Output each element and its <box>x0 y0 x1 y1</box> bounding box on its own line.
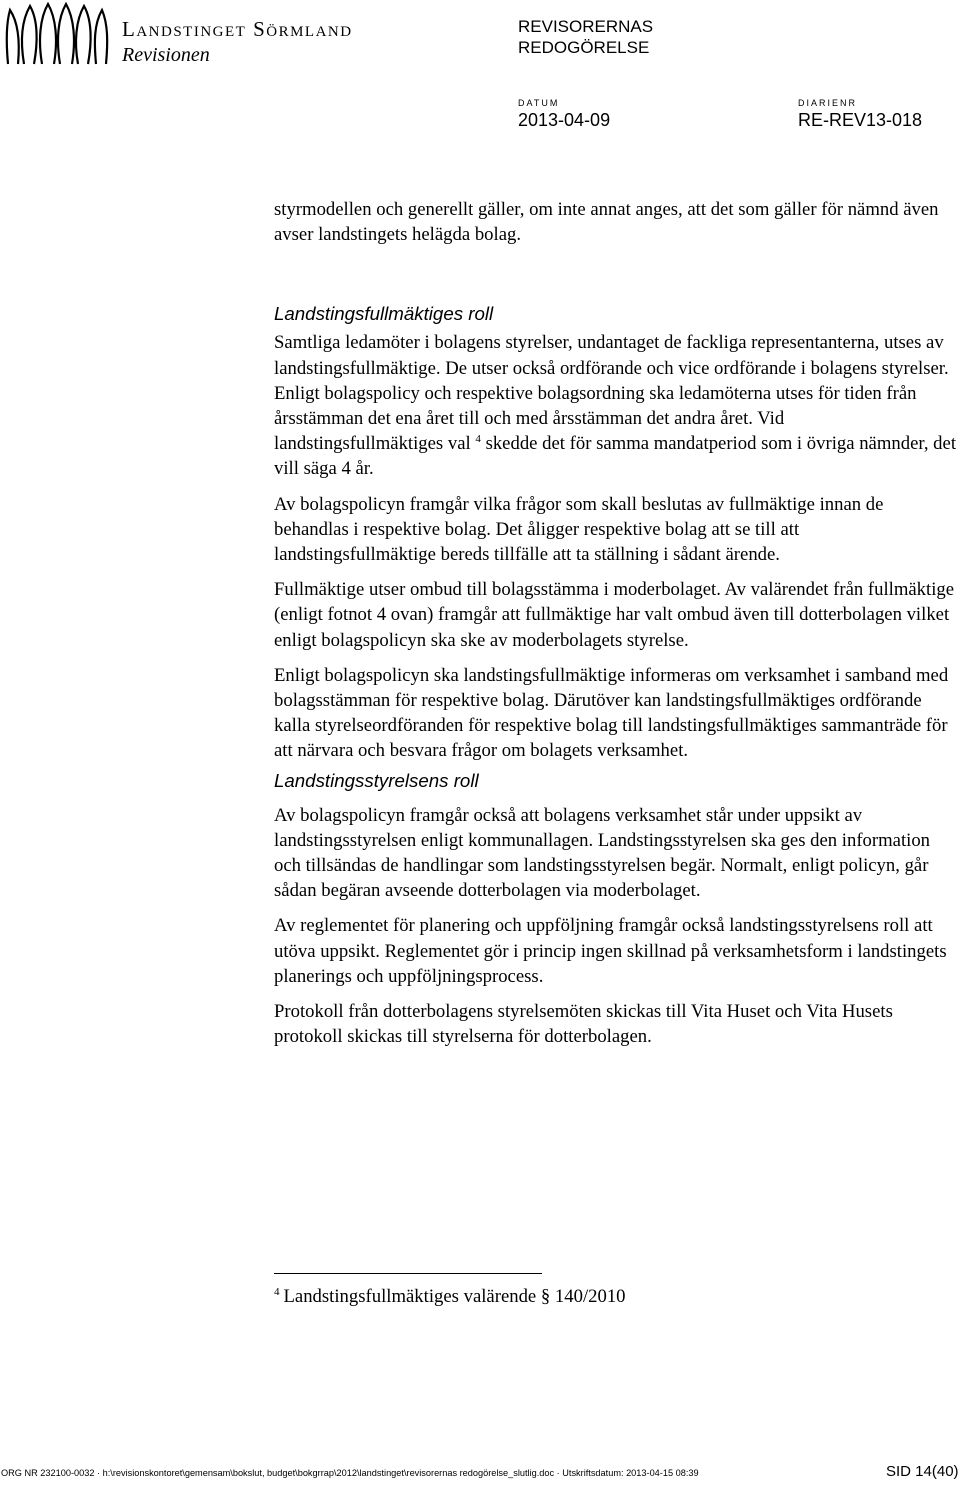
footnote-separator <box>274 1273 542 1274</box>
diarienr-value: RE-REV13-018 <box>798 110 923 130</box>
date-label: DATUM <box>518 98 560 108</box>
document-body <box>274 197 958 1059</box>
paragraph: styrmodellen och generellt gäller, om inte annat anges, att det som gäller för nämnd även avser landstingets helägda bolag. <box>274 199 939 246</box>
landstinget-logo <box>2 2 112 68</box>
paragraph: Enligt bolagspolicyn ska landstingsfullmäktige informeras om verksamhet i samband med bolagsstämman för respektive bolag. Därutöver kan landstingsfullmäktiges ordförande kalla styrelseordföranden för respektive bolag till landstingsfullmäktiges sammanträde för att närvara och besvara frågor om bolagets verksamhet. <box>274 664 949 762</box>
paragraph-text: skedde det för samma mandatperiod som i övriga nämnder, det vill säga 4 år. <box>274 433 957 480</box>
document-type-line1: REVISORERNAS <box>518 17 654 36</box>
page-number: SID 14(40) <box>886 1463 959 1480</box>
paragraph-text: Samtliga ledamöter i bolagens styrelser, undantaget de fackliga representanterna, utses av landstingsfullmäktige. De utser också ordförande och vice ordförande i bolagens styrelser. Enligt bolagspolicy och respektive bolagsordning ska ledamöterna utses för tiden från årsstämman det ena året till och med årsstämman det andra året. Vid landstingsfullmäktiges val <box>274 332 949 455</box>
document-type-line2: REDOGÖRELSE <box>518 38 650 57</box>
footnote <box>274 1286 626 1308</box>
footnote-text: Landstingsfullmäktiges valärende § 140/2010 <box>283 1286 626 1307</box>
footnote-number: 4 <box>274 1285 280 1298</box>
paragraph: Av bolagspolicyn framgår också att bolagens verksamhet står under uppsikt av landstingsstyrelsen enligt kommunallagen. Landstingsstyrelsen ska ges den information och tillsändas de handlingar som landstingsstyrelsen begär. Normalt, enligt policyn, går sådan begäran avseende dotterbolagen via moderbolaget. <box>274 804 931 902</box>
document-type <box>518 16 653 58</box>
date-value: 2013-04-09 <box>518 110 611 130</box>
org-subtitle: Revisionen <box>122 44 210 66</box>
section-heading: Landstingsfullmäktiges roll <box>274 303 494 325</box>
paragraph <box>274 330 958 481</box>
footnote-reference: 4 <box>475 432 481 445</box>
paragraph: Fullmäktige utser ombud till bolagsstämma i moderbolaget. Av valärendet från fullmäktige (enligt fotnot 4 ovan) framgår att fullmäktige har valt ombud även till dotterbolagen vilket enligt bolagspolicyn ska ske av moderbolagets styrelse. <box>274 579 955 651</box>
diarienr-label: DIARIENR <box>798 98 858 108</box>
paragraph: Av reglementet för planering och uppföljning framgår också landstingsstyrelsens roll att utöva uppsikt. Reglementet gör i princip ingen skillnad på verksamhetsform i landstingets planerings och uppföljningsprocess. <box>274 915 947 987</box>
paragraph: Protokoll från dotterbolagens styrelsemöten skickas till Vita Huset och Vita Husets protokoll skickas till styrelserna för dotterbolagen. <box>274 1001 893 1048</box>
paragraph: Av bolagspolicyn framgår vilka frågor som skall beslutas av fullmäktige innan de behandlas i respektive bolag. Det åligger respektive bolag att se till att landstingsfullmäktige bereds tillfälle att ta ställning i sådant ärende. <box>274 493 884 566</box>
section-heading: Landstingsstyrelsens roll <box>274 769 479 791</box>
footer-file-info: ORG NR 232100-0032 · h:\revisionskontoret\gemensam\bokslut, budget\bokgrrap\2012\landstinget\revisorernas redogörelse_slutlig.doc · Utskriftsdatum: 2013-04-15 08:39 <box>1 1468 699 1478</box>
org-name: Landstinget Sörmland <box>122 17 353 41</box>
